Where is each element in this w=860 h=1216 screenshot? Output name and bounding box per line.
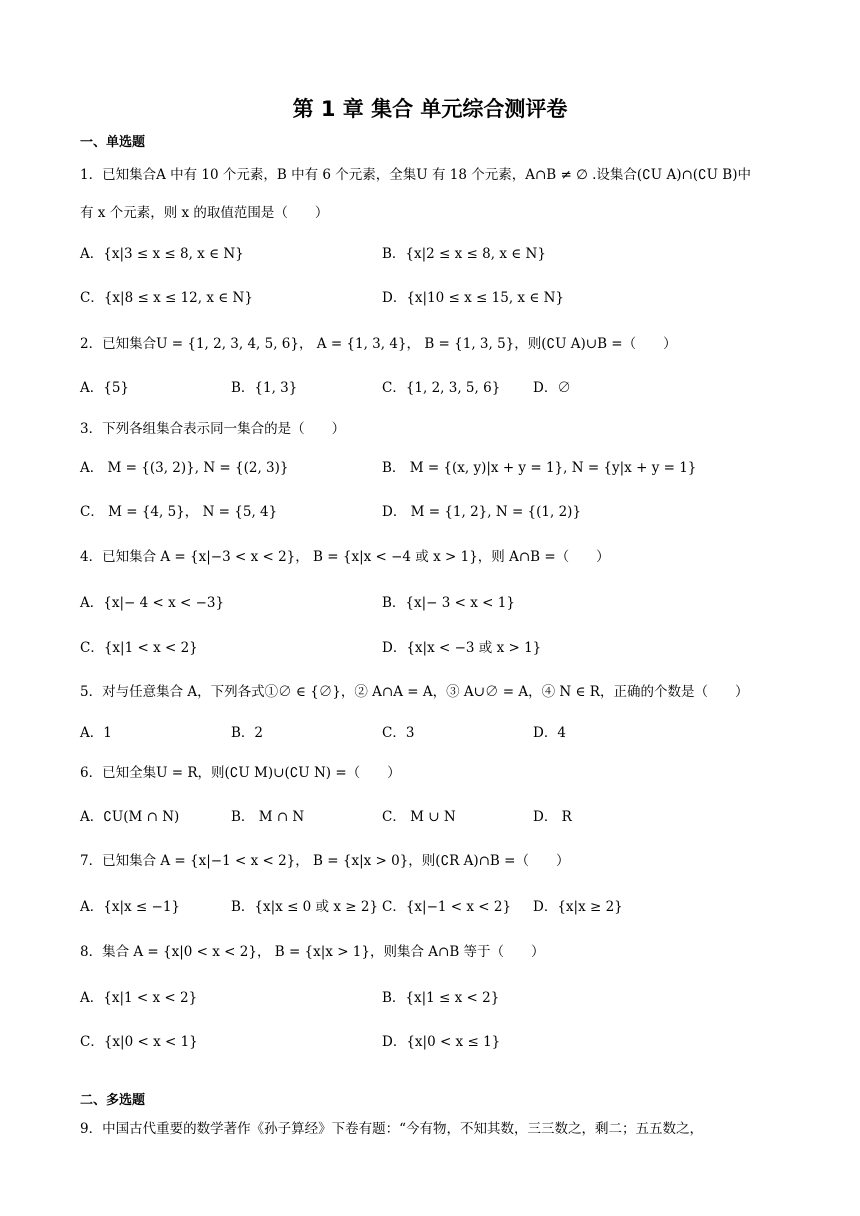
question-4-option-b: B．{x|− 3 < x < 1} (382, 595, 515, 611)
section-heading-single-choice: 一、单选题 (80, 135, 146, 150)
question-6-option-b: B． M ∩ N (231, 809, 305, 825)
section-heading-multiple-choice: 二、多选题 (80, 1093, 146, 1108)
page-title: 第 1 章 集合 单元综合测评卷 (292, 97, 568, 121)
question-6-option-c: C． M ∪ N (382, 809, 456, 825)
question-2-option-c: C．{1, 2, 3, 5, 6} (382, 380, 501, 396)
question-1-option-b: B．{x|2 ≤ x ≤ 8, x ∈ N} (382, 246, 546, 262)
question-2-option-b: B．{1, 3} (231, 380, 298, 396)
question-8-option-c: C．{x|0 < x < 1} (80, 1034, 198, 1050)
question-1-stem-line-2: 有 x 个元素，则 x 的取值范围是（ ） (80, 205, 329, 221)
question-9-stem: 9．中国古代重要的数学著作《孙子算经》下卷有题：“今有物，不知其数，三三数之，剩二；五五数之， (80, 1121, 703, 1137)
question-5-option-d: D．4 (533, 725, 566, 741)
question-3-option-d: D． M = {1, 2}, N = {(1, 2)} (382, 504, 582, 520)
question-8-option-a: A．{x|1 < x < 2} (80, 990, 198, 1006)
question-7-option-b: B．{x|x ≤ 0 或 x ≥ 2} (231, 899, 379, 915)
question-3-option-a: A． M = {(3, 2)}, N = {(2, 3)} (80, 460, 289, 476)
question-5-option-a: A．1 (80, 725, 112, 741)
question-7-option-a: A．{x|x ≤ −1} (80, 899, 180, 915)
question-4-option-d: D．{x|x < −3 或 x > 1} (382, 640, 542, 656)
question-5-option-c: C．3 (382, 725, 415, 741)
question-2-option-a: A．{5} (80, 380, 130, 396)
question-3-stem: 3．下列各组集合表示同一集合的是（ ） (80, 421, 346, 437)
question-5-option-b: B．2 (231, 725, 264, 741)
question-6-option-a: A．∁U(M ∩ N) (80, 809, 180, 825)
question-4-stem: 4．已知集合 A = {x|−3 < x < 2}， B = {x|x < −4 或 x > 1}，则 A∩B =（ ） (80, 549, 610, 565)
question-2-stem: 2．已知集合U = {1, 2, 3, 4, 5, 6}， A = {1, 3, 4}， B = {1, 3, 5}，则(∁U A)∪B =（ ） (80, 336, 677, 352)
question-5-stem: 5．对与任意集合 A，下列各式①∅ ∈ {∅}，② A∩A = A，③ A∪∅ = A，④ N ∈ R，正确的个数是（ ） (80, 684, 749, 700)
question-7-option-d: D．{x|x ≥ 2} (533, 899, 623, 915)
question-7-option-c: C．{x|−1 < x < 2} (382, 899, 512, 915)
question-1-option-c: C．{x|8 ≤ x ≤ 12, x ∈ N} (80, 290, 253, 306)
question-3-option-c: C． M = {4, 5}， N = {5, 4} (80, 504, 278, 520)
question-2-option-d: D．∅ (533, 380, 571, 396)
question-6-option-d: D． R (533, 809, 572, 825)
question-4-option-c: C．{x|1 < x < 2} (80, 640, 198, 656)
question-1-option-d: D．{x|10 ≤ x ≤ 15, x ∈ N} (382, 290, 565, 306)
question-7-stem: 7．已知集合 A = {x|−1 < x < 2}， B = {x|x > 0}，则(∁R A)∩B =（ ） (80, 853, 570, 869)
question-8-option-d: D．{x|0 < x ≤ 1} (382, 1034, 501, 1050)
question-1-stem-line-1: 1．已知集合A 中有 10 个元素，B 中有 6 个元素，全集U 有 18 个元素，A∩B ≠ ∅ .设集合(∁U A)∩(∁U B)中 (80, 167, 751, 183)
question-4-option-a: A．{x|− 4 < x < −3} (80, 595, 225, 611)
question-6-stem: 6．已知全集U = R，则(∁U M)∪(∁U N) =（ ） (80, 765, 401, 781)
question-1-option-a: A．{x|3 ≤ x ≤ 8, x ∈ N} (80, 246, 244, 262)
question-8-option-b: B．{x|1 ≤ x < 2} (382, 990, 500, 1006)
question-3-option-b: B． M = {(x, y)|x + y = 1}, N = {y|x + y = 1} (382, 460, 697, 476)
question-8-stem: 8．集合 A = {x|0 < x < 2}， B = {x|x > 1}，则集合 A∩B 等于（ ） (80, 944, 545, 960)
